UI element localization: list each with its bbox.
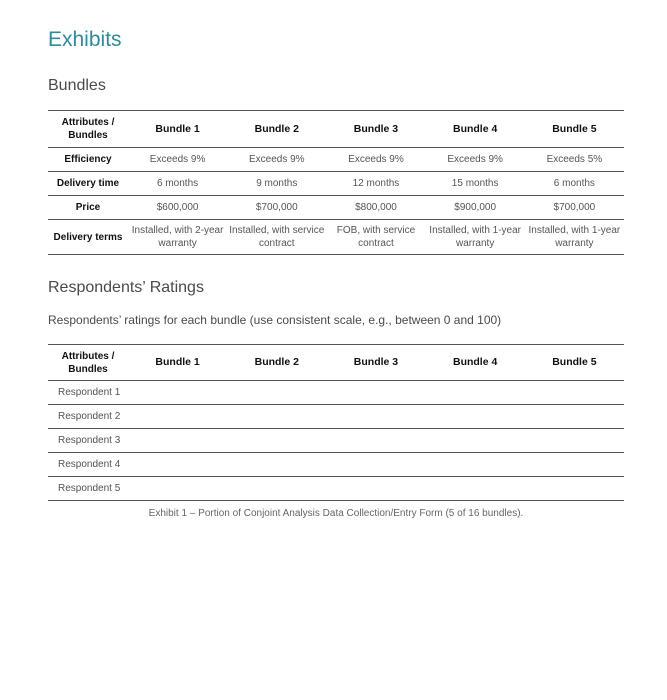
rating-cell[interactable]: [227, 477, 326, 501]
column-header: Bundle 1: [128, 345, 227, 381]
rating-cell[interactable]: [227, 381, 326, 405]
table-cell: Installed, with service contract: [227, 220, 326, 255]
column-header: Bundle 2: [227, 111, 326, 148]
rating-cell[interactable]: [326, 405, 425, 429]
rating-cell[interactable]: [326, 453, 425, 477]
rating-cell[interactable]: [227, 453, 326, 477]
rating-cell[interactable]: [525, 405, 624, 429]
table-row: [48, 196, 624, 220]
rating-cell[interactable]: [426, 477, 525, 501]
bundles-heading: Bundles: [48, 77, 106, 94]
respondent-label: Respondent 3: [48, 429, 128, 453]
rating-cell[interactable]: [326, 477, 425, 501]
rating-cell[interactable]: [426, 429, 525, 453]
table-cell: 9 months: [227, 172, 326, 196]
rating-cell[interactable]: [525, 477, 624, 501]
ratings-heading: Respondents’ Ratings: [48, 279, 204, 296]
table-cell: $800,000: [326, 196, 425, 220]
rating-cell[interactable]: [525, 429, 624, 453]
table-header-row: [48, 111, 624, 148]
table-row: [48, 429, 624, 453]
table-cell: $600,000: [128, 196, 227, 220]
rating-cell[interactable]: [227, 405, 326, 429]
row-label: Efficiency: [48, 148, 128, 172]
table-cell: Exceeds 9%: [426, 148, 525, 172]
table-cell: Installed, with 1-year warranty: [426, 220, 525, 255]
rating-cell[interactable]: [426, 405, 525, 429]
respondent-label: Respondent 1: [48, 381, 128, 405]
table-cell: Installed, with 1-year warranty: [525, 220, 624, 255]
bundles-table: [48, 110, 624, 255]
table-row: [48, 405, 624, 429]
table-cell: $900,000: [426, 196, 525, 220]
respondent-label: Respondent 5: [48, 477, 128, 501]
column-header: Attributes / Bundles: [48, 111, 128, 148]
table-cell: Installed, with 2-year warranty: [128, 220, 227, 255]
rating-cell[interactable]: [128, 477, 227, 501]
ratings-table: [48, 344, 624, 501]
rating-cell[interactable]: [128, 405, 227, 429]
table-cell: Exceeds 9%: [227, 148, 326, 172]
table-row: [48, 172, 624, 196]
table-cell: 12 months: [326, 172, 425, 196]
column-header: Bundle 4: [426, 345, 525, 381]
respondent-label: Respondent 2: [48, 405, 128, 429]
row-label: Delivery time: [48, 172, 128, 196]
table-cell: $700,000: [525, 196, 624, 220]
rating-cell[interactable]: [128, 381, 227, 405]
table-cell: $700,000: [227, 196, 326, 220]
column-header: Bundle 5: [525, 345, 624, 381]
table-row: [48, 148, 624, 172]
table-header-row: [48, 345, 624, 381]
column-header: Attributes / Bundles: [48, 345, 128, 381]
table-cell: 6 months: [525, 172, 624, 196]
rating-cell[interactable]: [426, 381, 525, 405]
table-cell: 6 months: [128, 172, 227, 196]
rating-cell[interactable]: [128, 453, 227, 477]
table-row: [48, 381, 624, 405]
row-label: Price: [48, 196, 128, 220]
column-header: Bundle 1: [128, 111, 227, 148]
rating-cell[interactable]: [525, 381, 624, 405]
ratings-intro: Respondents’ ratings for each bundle (use consistent scale, e.g., between 0 and 100): [48, 313, 502, 327]
column-header: Bundle 5: [525, 111, 624, 148]
table-row: [48, 477, 624, 501]
column-header: Bundle 3: [326, 345, 425, 381]
column-header: Bundle 3: [326, 111, 425, 148]
table-cell: Exceeds 9%: [326, 148, 425, 172]
table-cell: 15 months: [426, 172, 525, 196]
table-cell: Exceeds 5%: [525, 148, 624, 172]
column-header: Bundle 4: [426, 111, 525, 148]
table-row: [48, 453, 624, 477]
rating-cell[interactable]: [326, 429, 425, 453]
row-label: Delivery terms: [48, 220, 128, 255]
rating-cell[interactable]: [326, 381, 425, 405]
rating-cell[interactable]: [227, 429, 326, 453]
page-title: Exhibits: [48, 28, 122, 51]
table-row: [48, 220, 624, 255]
table-cell: FOB, with service contract: [326, 220, 425, 255]
table-cell: Exceeds 9%: [128, 148, 227, 172]
rating-cell[interactable]: [128, 429, 227, 453]
rating-cell[interactable]: [525, 453, 624, 477]
column-header: Bundle 2: [227, 345, 326, 381]
rating-cell[interactable]: [426, 453, 525, 477]
exhibit-caption: Exhibit 1 – Portion of Conjoint Analysis Data Collection/Entry Form (5 of 16 bundles).: [148, 508, 524, 519]
respondent-label: Respondent 4: [48, 453, 128, 477]
